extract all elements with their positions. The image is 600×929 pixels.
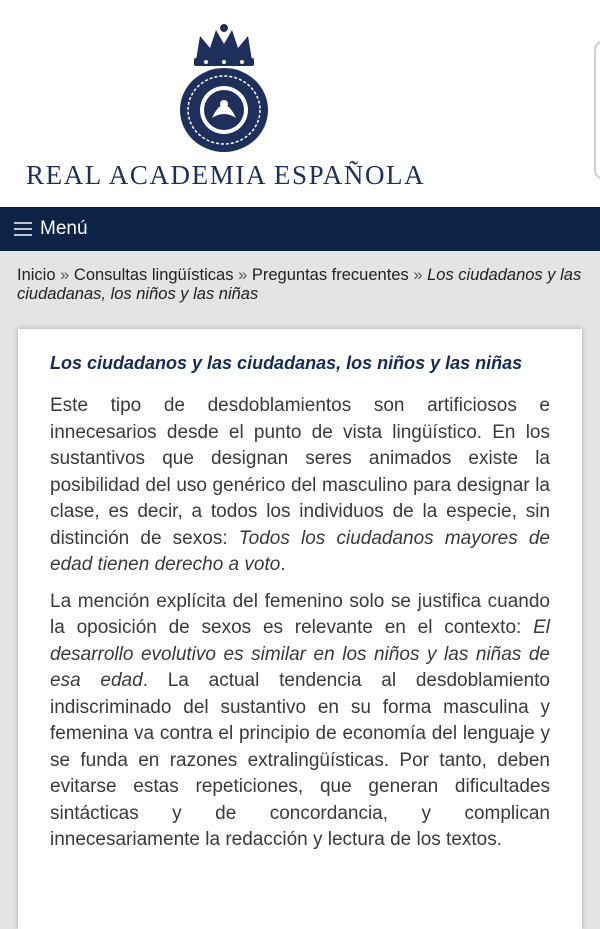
menu-bar[interactable] xyxy=(0,207,600,251)
hamburger-icon[interactable] xyxy=(14,222,32,236)
article-paragraph-2 xyxy=(50,589,550,854)
p1-end: . xyxy=(280,554,286,575)
side-panel-edge xyxy=(594,40,600,180)
p1-text: Este tipo de desdoblamientos son artificiosos e innecesarios desde el punto de vista lingüístico. En los sustantivos que designan seres animados existe la posibilidad del uso genérico del masculino para designar la clase, es decir, a todos los individuos de la especie, sin distinción de sexos: xyxy=(50,395,550,549)
p1-example: Todos los ciudadanos mayores de edad tienen derecho a voto xyxy=(50,527,550,575)
rae-crest-logo[interactable] xyxy=(176,22,272,154)
article-card xyxy=(18,329,582,929)
breadcrumb-current: Los ciudadanos y las ciudadanas, los niños y las niñas xyxy=(17,266,582,303)
p2-rest: . La actual tendencia al desdoblamiento indiscriminado del sustantivo en su forma masculina y femenina va contra el principio de economía del lenguaje y se funda en razones extralingüísticas. Por tanto, deben evitarse estas repeticiones, que generan dificultades sintácticas y de concordancia, y complican innecesariamente la redacción y lectura de los textos. xyxy=(50,670,550,850)
breadcrumb xyxy=(0,251,600,329)
article-paragraph-1 xyxy=(50,393,550,579)
p2-example: El desarrollo evolutivo es similar en los niños y las niñas de esa edad xyxy=(50,617,550,691)
breadcrumb-inicio[interactable]: Inicio xyxy=(17,266,56,284)
breadcrumb-preguntas[interactable]: Preguntas frecuentes xyxy=(251,266,409,284)
breadcrumb-separator: » xyxy=(413,266,423,284)
menu-label[interactable]: Menú xyxy=(40,218,88,239)
site-name[interactable]: REAL ACADEMIA ESPAÑOLA xyxy=(26,160,426,190)
breadcrumb-separator: » xyxy=(60,266,70,284)
site-header xyxy=(0,0,600,207)
breadcrumb-separator: » xyxy=(238,266,248,284)
breadcrumb-consultas[interactable]: Consultas lingüísticas xyxy=(73,266,234,284)
p2-text: La mención explícita del femenino solo se justifica cuando la oposición de sexos es relevante en el contexto: xyxy=(50,590,550,638)
article-title: Los ciudadanos y las ciudadanas, los niños y las niñas xyxy=(50,353,523,373)
